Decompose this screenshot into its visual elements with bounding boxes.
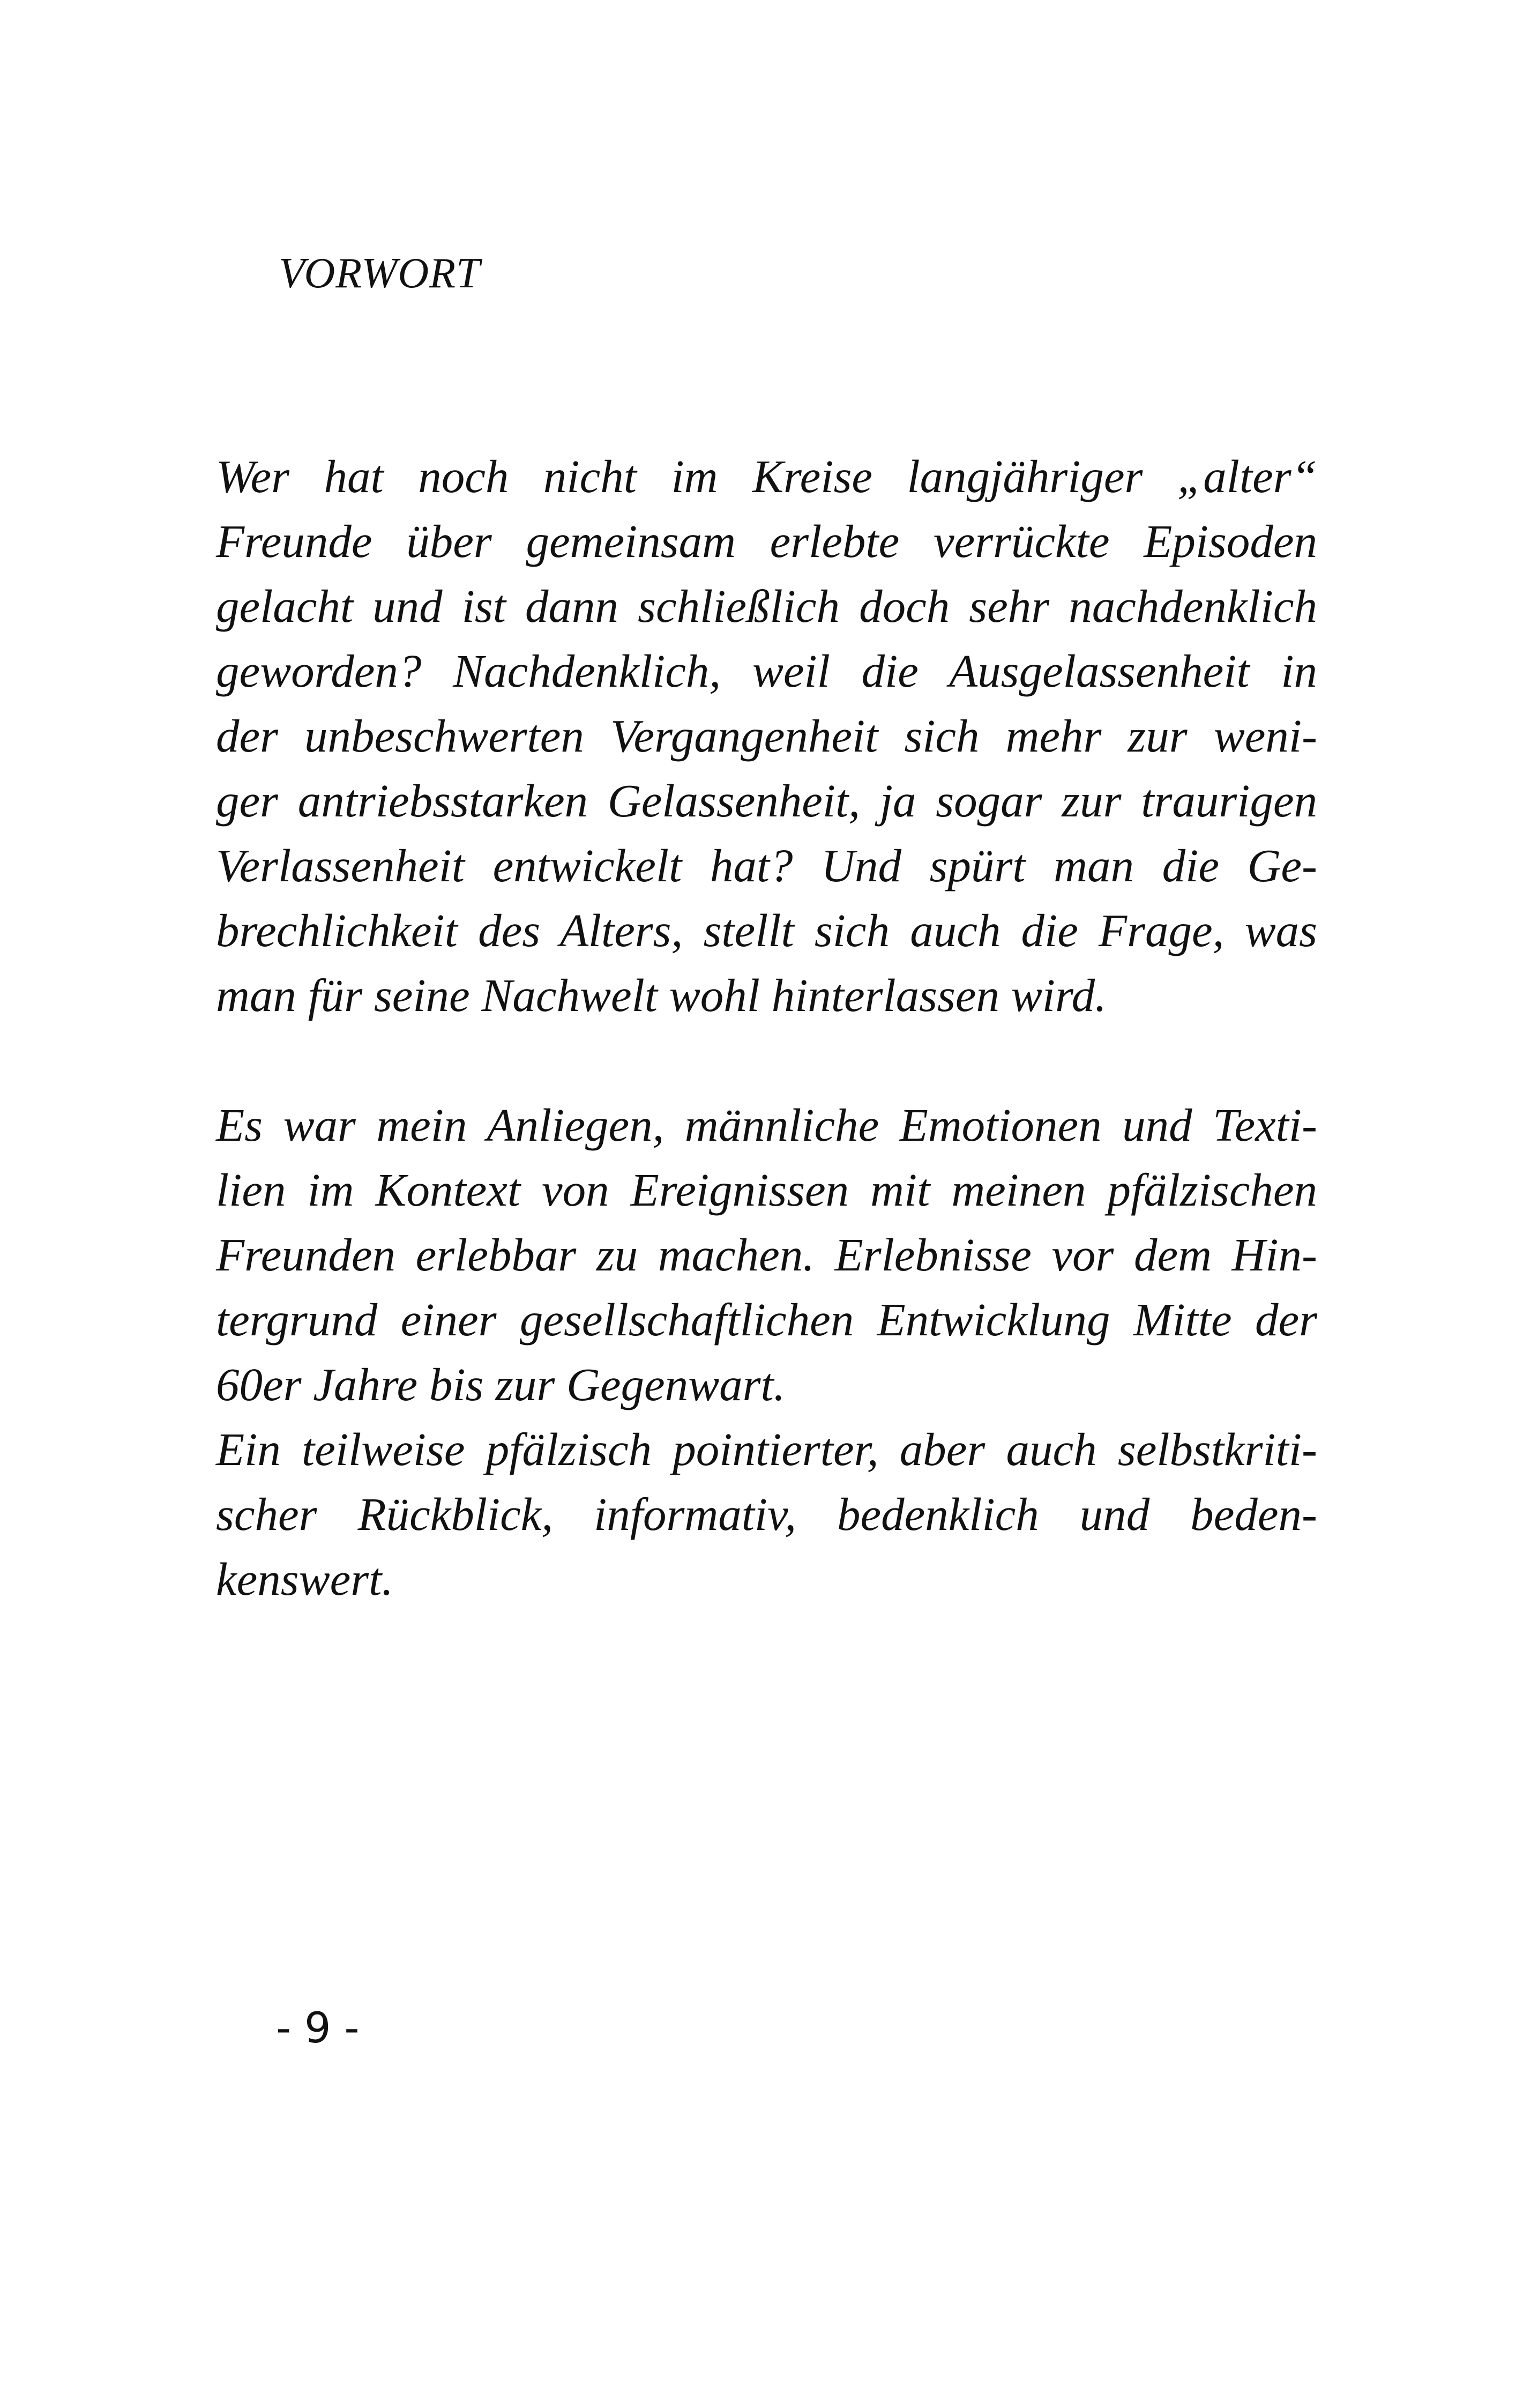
- text-line: Es war mein Anliegen, männliche Emotionen und Texti-: [216, 1099, 1317, 1151]
- text-line: scher Rückblick, informativ, bedenklich und beden-: [216, 1488, 1317, 1540]
- text-line: tergrund einer gesellschaftlichen Entwicklung Mitte der: [216, 1294, 1317, 1346]
- text-line: Verlassenheit entwickelt hat? Und spürt man die Ge-: [216, 839, 1317, 891]
- text-line: lien im Kontext von Ereignissen mit meinen pfälzischen: [216, 1164, 1317, 1216]
- text-line: der unbeschwerten Vergangenheit sich mehr zur weni-: [216, 710, 1317, 762]
- text-line: 60er Jahre bis zur Gegenwart.: [216, 1358, 786, 1410]
- text-line: gelacht und ist dann schließlich doch sehr nachdenklich: [216, 580, 1317, 632]
- page-number: - 9 -: [276, 2004, 360, 2053]
- paragraph-intro: [216, 444, 1317, 1028]
- text-line: Wer hat noch nicht im Kreise langjähriger „alter“: [216, 450, 1317, 502]
- text-line: Freunden erlebbar zu machen. Erlebnisse vor dem Hin-: [216, 1229, 1317, 1281]
- text-line: brechlichkeit des Alters, stellt sich auch die Frage, was: [216, 904, 1317, 956]
- text-line: kenswert.: [216, 1553, 394, 1605]
- text-line: Ein teilweise pfälzisch pointierter, aber auch selbstkriti-: [216, 1423, 1317, 1475]
- text-line: man für seine Nachwelt wohl hinterlassen wird.: [216, 969, 1107, 1021]
- text-line: geworden? Nachdenklich, weil die Ausgelassenheit in: [216, 645, 1317, 697]
- text-line: Freunde über gemeinsam erlebte verrückte Episoden: [216, 515, 1317, 567]
- page-title: VORWORT: [279, 250, 481, 297]
- text-line: ger antriebsstarken Gelassenheit, ja sogar zur traurigen: [216, 775, 1317, 827]
- paragraph-purpose: [216, 1092, 1317, 1611]
